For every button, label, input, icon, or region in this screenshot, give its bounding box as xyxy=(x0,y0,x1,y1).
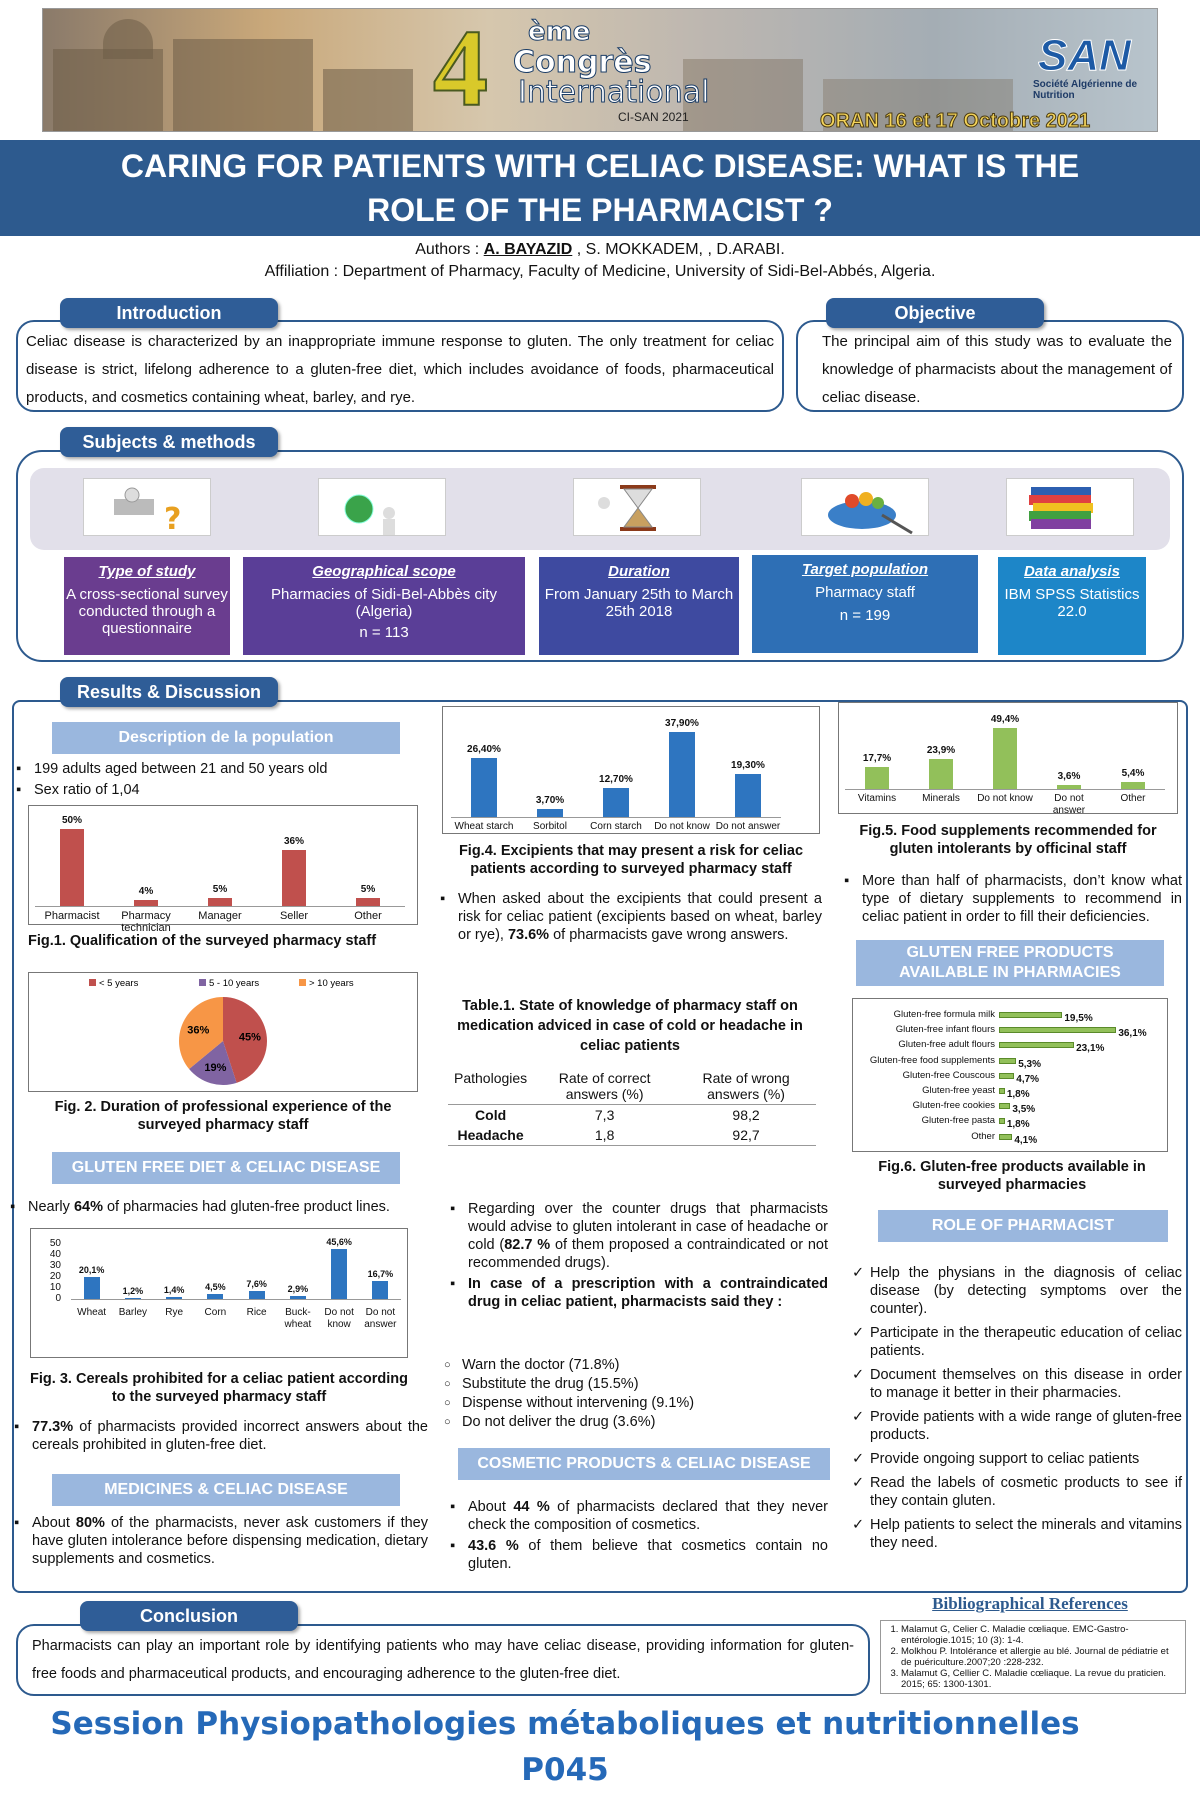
fig2-legend-swatch xyxy=(299,979,306,986)
method-body: A cross-sectional survey conducted through a questionnaire xyxy=(66,586,228,637)
fig3-ytick-label: 40 xyxy=(49,1249,61,1260)
gluten-free-diet-header: GLUTEN FREE DIET & CELIAC DISEASE xyxy=(52,1152,400,1184)
fig6-data-label: 1,8% xyxy=(1006,1089,1030,1100)
fig3-data-label: 1,2% xyxy=(122,1285,144,1296)
reference-item: 2. Molkhou P. Intolérance et allergie au blé. Journal de pédiatrie et de puériculture.2007;20 :228-232. xyxy=(901,1646,1181,1668)
fig6-bar xyxy=(999,1073,1014,1079)
san-logo: SAN xyxy=(1038,31,1131,80)
fig4-list xyxy=(436,890,822,947)
fig3-bar xyxy=(372,1281,388,1299)
fig5-bar xyxy=(993,728,1017,789)
main-author: A. BAYAZID xyxy=(483,241,573,258)
folders-icon xyxy=(1006,478,1134,536)
table-header: Rate of correct answers (%) xyxy=(558,1070,651,1102)
edition-suffix: ème xyxy=(528,17,591,47)
fig3-category-label: Wheat xyxy=(77,1307,107,1318)
fig3-data-label: 20,1% xyxy=(78,1264,105,1275)
prescription-option: ○ Do not deliver the drug (3.6%) xyxy=(440,1413,822,1431)
fig4-item: ▪ When asked about the excipients that could present a risk for celiac patient (excipients based on wheat, barley or rye), 73.6% of pharmacists gave wrong answers. xyxy=(436,890,822,944)
fig3-item: ▪ 77.3% of pharmacists provided incorrect answers about the cereals prohibited in gluten-free diet. xyxy=(10,1418,428,1454)
fig5-category-label: Other xyxy=(1120,793,1146,804)
fig3-category-label: Barley xyxy=(118,1307,148,1318)
role-item: ✓ Participate in the therapeutic education of celiac patients. xyxy=(848,1324,1182,1360)
fig6-data-label: 4,1% xyxy=(1014,1134,1038,1146)
fig1-axis xyxy=(35,906,405,907)
fig3-ytick-label: 30 xyxy=(49,1260,61,1271)
fig6-category-label: Gluten-free adult flours xyxy=(898,1039,995,1051)
fig5-data-label: 5,4% xyxy=(1121,768,1145,780)
introduction-text: Celiac disease is characterized by an inappropriate immune response to gluten. The only treatment for celiac disease is strict, lifelong adherence to a gluten-free diet, which includes avoidance of foods, pharmaceutical products, and cosmetics containing wheat, barley, and rye. xyxy=(26,333,774,406)
table-header: Rate of wrong answers (%) xyxy=(702,1070,790,1102)
fig3-ytick-label: 10 xyxy=(49,1282,61,1293)
fig4-chart xyxy=(442,706,820,834)
fig2-data-label: 19% xyxy=(204,1062,227,1075)
fig6-chart xyxy=(852,998,1168,1152)
reference-item: 1. Malamut G, Celier C. Maladie cœliaque. EMC-Gastro-entérologie.1015; 10 (3): 1-4. xyxy=(901,1624,1181,1646)
fig6-category-label: Gluten-free Couscous xyxy=(902,1069,995,1081)
conclusion-text: Pharmacists can play an important role by identifying patients who may have celiac disease, providing information for gluten-free foods and pharmaceutical products, and encouraging adherence to the gluten-free diet. xyxy=(32,1638,854,1682)
fig6-category-label: Gluten-free yeast xyxy=(922,1085,995,1096)
congress-banner xyxy=(42,8,1158,132)
otc-list xyxy=(446,1200,828,1314)
objective-header: Objective xyxy=(826,298,1044,328)
fig4-bar xyxy=(537,809,563,817)
other-authors: , S. MOKKADEM, , D.ARABI. xyxy=(576,241,785,258)
fig6-data-label: 19,5% xyxy=(1064,1013,1093,1024)
fig5-category-label: Vitamins xyxy=(857,793,897,804)
fig3-category-label: Buck-wheat xyxy=(284,1307,312,1330)
fig3-data-label: 1,4% xyxy=(163,1285,185,1296)
method-n: n = 113 xyxy=(359,624,409,641)
fig3-category-label: Rye xyxy=(165,1307,184,1318)
fig6-category-label: Gluten-free food supplements xyxy=(869,1054,995,1066)
fig3-category-label: Do not answer xyxy=(364,1307,397,1330)
fig4-data-label: 19,30% xyxy=(731,759,765,771)
fig6-category-label: Other xyxy=(971,1130,995,1142)
fig5-bar xyxy=(929,759,953,789)
fig4-category-label: Sorbitol xyxy=(533,821,567,832)
table-row: Headache 1,8 92,7 xyxy=(448,1125,816,1146)
fig2-legend-label: < 5 years xyxy=(99,978,139,989)
fig3-caption: Fig. 3. Cereals prohibited for a celiac patient according to the surveyed pharmacy staff xyxy=(30,1371,408,1405)
hourglass-icon xyxy=(573,478,701,536)
population-item: ▪ 199 adults aged between 21 and 50 years old xyxy=(12,760,412,778)
title-line-1: CARING FOR PATIENTS WITH CELIAC DISEASE: WHAT IS THE xyxy=(120,148,1080,184)
fig2-data-label: 45% xyxy=(238,1031,261,1044)
fig6-data-label: 5,3% xyxy=(1018,1058,1042,1070)
fig1-bar xyxy=(60,829,84,906)
poster-title xyxy=(0,140,1200,236)
role-item: ✓ Read the labels of cosmetic products to see if they contain gluten. xyxy=(848,1474,1182,1510)
fig6-bar xyxy=(999,1088,1005,1094)
fig4-caption: Fig.4. Excipients that may present a risk for celiac patients according to surveyed pharmacy staff xyxy=(458,843,804,877)
objective-text: The principal aim of this study was to evaluate the knowledge of pharmacists about the management of celiac disease. xyxy=(822,333,1172,406)
role-item: ✓ Provide patients with a wide range of gluten-free products. xyxy=(848,1408,1182,1444)
cosmetic-list xyxy=(446,1498,828,1576)
role-item: ✓ Help the physians in the diagnosis of celiac disease (by detecting symptoms over the counter). xyxy=(848,1264,1182,1318)
fig4-category-label: Do not answer xyxy=(715,821,781,832)
method-box-population xyxy=(752,555,978,653)
method-n: n = 199 xyxy=(839,607,891,624)
gfd-list xyxy=(6,1198,436,1219)
international-word: International xyxy=(518,75,710,110)
method-body: Pharmacies of Sidi-Bel-Abbès city (Algeria) xyxy=(271,586,497,620)
method-title: Data analysis xyxy=(1024,563,1120,580)
fig3-list xyxy=(10,1418,428,1457)
table-caption: Table.1. State of knowledge of pharmacy staff on medication adviced in case of cold or headache in celiac patients xyxy=(457,998,803,1054)
fig6-bar xyxy=(999,1042,1074,1048)
fig3-category-label: Corn xyxy=(204,1307,227,1318)
fig1-data-label: 5% xyxy=(212,884,228,896)
role-item: ✓ Document themselves on this disease in order to manage it better in their pharmacies. xyxy=(848,1366,1182,1402)
fig1-category-label: Pharmacist xyxy=(44,910,100,922)
san-full-name: Société Algérienne de Nutrition xyxy=(1033,79,1138,101)
fig6-category-label: Gluten-free cookies xyxy=(912,1100,995,1112)
fig1-category-label: Seller xyxy=(279,910,309,922)
edition-label: CI-SAN 2021 xyxy=(618,110,689,124)
prescription-option: ○ Substitute the drug (15.5%) xyxy=(440,1375,822,1393)
medicines-item: ▪ About 80% of the pharmacists, never ask customers if they have gluten intolerance before dispensing medication, dietary supplements and cosmetics. xyxy=(10,1514,428,1568)
fig5-data-label: 49,4% xyxy=(990,713,1020,725)
method-title: Target population xyxy=(801,561,929,578)
fig1-caption: Fig.1. Qualification of the surveyed pharmacy staff xyxy=(28,933,377,949)
fig3-data-label: 7,6% xyxy=(246,1278,267,1289)
fig1-chart xyxy=(28,805,418,934)
role-header: ROLE OF PHARMACIST xyxy=(878,1210,1168,1242)
method-body: From January 25th to March 25th 2018 xyxy=(544,586,734,620)
fig6-category-label: Gluten-free infant flours xyxy=(895,1024,995,1036)
fig6-data-label: 3,5% xyxy=(1012,1104,1036,1116)
fig4-data-label: 12,70% xyxy=(599,774,633,786)
session-title: Session Physiopathologies métaboliques et nutritionnelles xyxy=(50,1706,1080,1742)
cosmetic-header: COSMETIC PRODUCTS & CELIAC DISEASE xyxy=(458,1448,830,1480)
fig5-category-label: Do not know xyxy=(977,793,1033,804)
fig4-data-label: 3,70% xyxy=(535,794,565,806)
fig5-bar xyxy=(1121,782,1145,789)
method-box-type xyxy=(64,557,230,655)
fig6-bar xyxy=(999,1027,1116,1033)
fig4-bar xyxy=(603,788,629,817)
references-box xyxy=(880,1620,1186,1694)
svg-text:?: ? xyxy=(164,502,182,536)
fig3-data-label: 16,7% xyxy=(367,1268,394,1279)
method-title: Type of study xyxy=(98,563,196,580)
fig5-chart xyxy=(838,702,1178,814)
fig1-data-label: 50% xyxy=(61,814,82,826)
conclusion-panel xyxy=(16,1624,870,1696)
fig3-bar xyxy=(84,1277,100,1299)
fig5-category-label: Minerals xyxy=(922,793,960,804)
method-box-duration xyxy=(539,557,739,655)
fig1-category-label: Manager xyxy=(198,910,242,922)
affiliation: Affiliation : Department of Pharmacy, Faculty of Medicine, University of Sidi-Bel-Abbés, Algeria. xyxy=(264,263,936,280)
role-item: ✓ Provide ongoing support to celiac patients xyxy=(848,1450,1182,1468)
prescription-option: ○ Dispense without intervening (9.1%) xyxy=(440,1394,822,1412)
fig6-bar xyxy=(999,1012,1062,1018)
congress-dates: ORAN 16 et 17 Octobre 2021 xyxy=(820,110,1091,132)
question-mark-icon xyxy=(83,478,211,536)
fig3-ytick-label: 50 xyxy=(49,1238,61,1249)
fig1-data-label: 5% xyxy=(360,884,376,896)
fig6-caption: Fig.6. Gluten-free products available in surveyed pharmacies xyxy=(878,1159,1146,1193)
reference-item: 3. Malamut G, Cellier C. Maladie cœliaque. La revue du praticien. 2015; 65: 1300-1301. xyxy=(901,1668,1181,1690)
medicines-header: MEDICINES & CELIAC DISEASE xyxy=(52,1474,400,1506)
method-box-analysis xyxy=(998,557,1146,655)
results-header: Results & Discussion xyxy=(60,677,278,707)
methods-header: Subjects & methods xyxy=(60,427,278,457)
fig5-data-label: 23,9% xyxy=(926,745,956,757)
fig5-bar xyxy=(865,767,889,789)
method-title: Duration xyxy=(608,563,670,580)
role-item: ✓ Help patients to select the minerals and vitamins they need. xyxy=(848,1516,1182,1552)
fig3-data-label: 2,9% xyxy=(287,1283,309,1294)
fig3-chart xyxy=(30,1228,408,1358)
fig3-ytick-label: 20 xyxy=(49,1271,61,1282)
method-body: Pharmacy staff xyxy=(815,584,915,601)
fig4-axis xyxy=(451,817,781,818)
fig1-data-label: 36% xyxy=(283,836,304,848)
fig5-category-label: Do not answer xyxy=(1052,793,1086,816)
fig2-legend-label: > 10 years xyxy=(309,978,354,989)
fig3-data-label: 4,5% xyxy=(205,1282,226,1293)
fig1-category-label: Other xyxy=(354,910,382,922)
fig4-category-label: Corn starch xyxy=(590,821,642,832)
fig3-bar xyxy=(331,1249,347,1299)
role-list xyxy=(848,1264,1182,1558)
fig4-category-label: Do not know xyxy=(654,821,710,832)
fig1-bar xyxy=(356,898,380,906)
fig2-legend-swatch xyxy=(89,979,96,986)
fig5-caption: Fig.5. Food supplements recommended for gluten intolerants by officinal staff xyxy=(859,823,1157,857)
fig4-bar xyxy=(735,774,761,817)
knowledge-table xyxy=(448,1068,816,1146)
fig2-chart xyxy=(28,972,418,1092)
fig1-bar xyxy=(282,850,306,906)
title-line-2: ROLE OF THE PHARMACIST ? xyxy=(367,192,833,228)
fig3-bar xyxy=(249,1291,265,1299)
fig6-category-label: Gluten-free formula milk xyxy=(893,1009,995,1020)
fig6-data-label: 1,8% xyxy=(1006,1119,1030,1131)
fig3-ytick-label: 0 xyxy=(55,1293,61,1304)
introduction-header: Introduction xyxy=(60,298,278,328)
fig2-caption: Fig. 2. Duration of professional experience of the surveyed pharmacy staff xyxy=(54,1099,392,1133)
prescription-option: ○ Warn the doctor (71.8%) xyxy=(440,1356,822,1374)
fig5-list xyxy=(840,872,1182,929)
fig1-category-label: Pharmacy technician xyxy=(121,910,171,934)
fig6-data-label: 36,1% xyxy=(1118,1028,1147,1040)
authors-prefix: Authors : xyxy=(415,241,480,258)
authors-line xyxy=(0,241,1200,259)
fig1-bar xyxy=(208,898,232,906)
fig5-item: ▪ More than half of pharmacists, don’t know what type of dietary supplements to recommend in celiac patient in order to fill their deficiencies. xyxy=(840,872,1182,926)
congress-word: Congrès xyxy=(513,45,652,80)
fig2-data-label: 36% xyxy=(187,1024,210,1037)
fig5-data-label: 17,7% xyxy=(862,753,892,765)
fig2-legend-swatch xyxy=(199,979,206,986)
population-header: Description de la population xyxy=(52,722,400,754)
population-list xyxy=(12,760,412,802)
fig3-category-label: Do not know xyxy=(324,1307,354,1330)
method-box-scope xyxy=(243,557,525,655)
conclusion-header: Conclusion xyxy=(80,1601,298,1631)
fig6-data-label: 4,7% xyxy=(1016,1073,1040,1085)
gfd-item: ▪ Nearly 64% of pharmacies had gluten-free product lines. xyxy=(6,1198,436,1216)
fig1-data-label: 4% xyxy=(138,885,154,897)
food-bowl-icon xyxy=(801,478,929,536)
gluten-free-products-header: GLUTEN FREE PRODUCTS AVAILABLE IN PHARMACIES xyxy=(856,940,1164,986)
fig6-bar xyxy=(999,1134,1012,1140)
cosmetic-item: ▪ 43.6 % of them believe that cosmetics contain no gluten. xyxy=(446,1537,828,1573)
method-title: Geographical scope xyxy=(312,563,456,580)
table-row: Cold 7,3 98,2 xyxy=(475,1107,760,1123)
fig6-data-label: 23,1% xyxy=(1076,1043,1105,1055)
fig4-data-label: 26,40% xyxy=(467,743,501,755)
medicines-list xyxy=(10,1514,428,1571)
fig4-category-label: Wheat starch xyxy=(454,821,514,832)
prescription-item: ▪ In case of a prescription with a contraindicated drug in celiac patient, pharmacists said they : xyxy=(446,1275,828,1311)
prescription-options xyxy=(440,1356,822,1432)
fig4-data-label: 37,90% xyxy=(665,717,699,729)
objective-panel xyxy=(796,320,1184,412)
fig6-category-label: Gluten-free pasta xyxy=(921,1115,995,1127)
introduction-panel xyxy=(16,320,784,412)
fig2-legend-label: 5 - 10 years xyxy=(209,978,260,989)
method-body: IBM SPSS Statistics 22.0 xyxy=(1004,586,1140,620)
edition-number: 4 xyxy=(433,8,488,129)
table-header: Pathologies xyxy=(454,1070,528,1086)
fig6-bar xyxy=(999,1103,1010,1109)
fig4-bar xyxy=(669,732,695,817)
fig5-axis xyxy=(845,789,1165,790)
cosmetic-item: ▪ About 44 % of pharmacists declared that they never check the composition of cosmetics. xyxy=(446,1498,828,1534)
fig3-category-label: Rice xyxy=(246,1307,267,1318)
fig3-axis xyxy=(71,1299,401,1300)
otc-item: ▪ Regarding over the counter drugs that pharmacists would advise to gluten intolerant in case of headache or cold (82.7 % of them proposed a contraindicated or not recommended drugs). xyxy=(446,1200,828,1272)
fig4-bar xyxy=(471,758,497,817)
population-item: ▪ Sex ratio of 1,04 xyxy=(12,781,412,799)
poster-code: P045 xyxy=(521,1752,609,1788)
fig6-bar xyxy=(999,1118,1005,1124)
fig5-data-label: 3,6% xyxy=(1057,770,1081,782)
fig6-bar xyxy=(999,1058,1016,1064)
globe-network-icon xyxy=(318,478,446,536)
references-header: Bibliographical References xyxy=(932,1594,1128,1613)
fig3-data-label: 45,6% xyxy=(326,1236,352,1247)
